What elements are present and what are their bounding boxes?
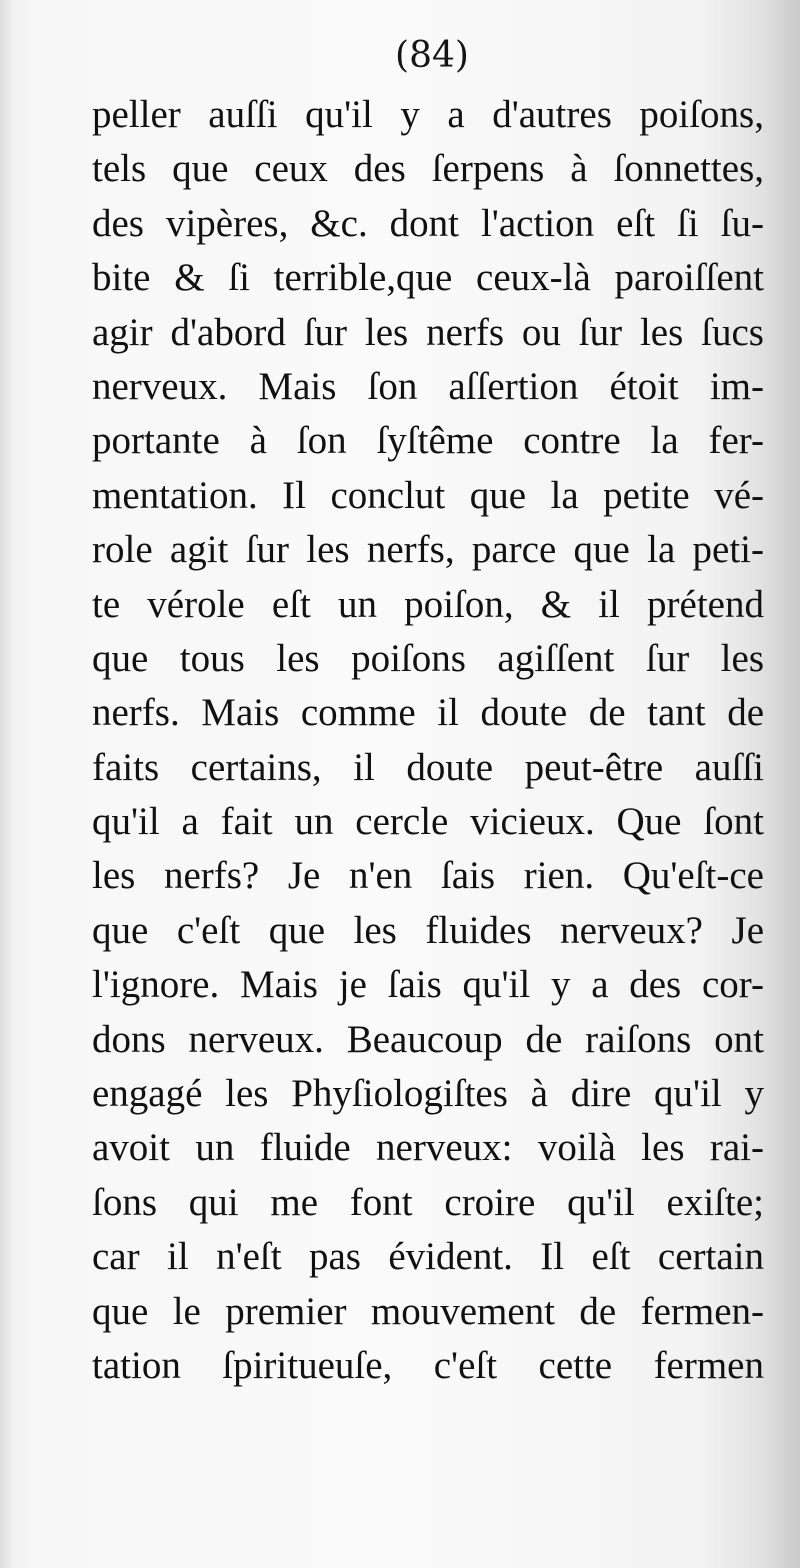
text-line-6: nerveux. Mais ſon aſſertion étoit im- (92, 364, 764, 408)
text-line-23: que le premier mouvement de fermen- (92, 1289, 764, 1333)
text-line-22: car il n'eſt pas évident. Il eſt certain (92, 1235, 764, 1279)
text-line-18: dons nerveux. Beaucoup de raiſons ont (92, 1017, 764, 1061)
text-line-9: role agit ſur les nerfs, parce que la peti- (92, 528, 764, 572)
text-line-14: qu'il a fait un cercle vicieux. Que ſont (92, 800, 764, 844)
text-line-1: peller auſſi qu'il y a d'autres poiſons, (92, 93, 764, 136)
text-line-17: l'ignore. Mais je ſais qu'il y a des cor- (92, 963, 764, 1007)
body-text (92, 88, 764, 1393)
text-line-11: que tous les poiſons agiſſent ſur les (92, 636, 764, 680)
text-line-2: tels que ceux des ſerpens à ſonnettes, (92, 147, 764, 191)
text-line-4: bite & ſi terrible,que ceux-là paroiſſent (92, 256, 764, 300)
text-line-15: les nerfs? Je n'en ſais rien. Qu'eſt-ce (92, 854, 764, 898)
text-line-19: engagé les Phyſiologiſtes à dire qu'il y (92, 1072, 764, 1116)
text-line-7: portante à ſon ſyſtême contre la fer- (92, 419, 764, 463)
text-line-16: que c'eſt que les fluides nerveux? Je (92, 908, 764, 952)
text-line-5: agir d'abord ſur les nerfs ou ſur les ſucs (92, 310, 764, 354)
text-line-10: te vérole eſt un poiſon, & il prétend (92, 582, 764, 626)
text-line-24: tation ſpiritueuſe, c'eſt cette fermen (92, 1343, 764, 1387)
text-line-13: faits certains, il doute peut-être auſſi (92, 745, 764, 789)
text-line-12: nerfs. Mais comme il doute de tant de (92, 691, 764, 735)
text-line-20: avoit un fluide nerveux: voilà les rai- (92, 1126, 764, 1170)
text-line-3: des vipères, &c. dont l'action eſt ſi ſu- (92, 201, 764, 245)
text-line-21: ſons qui me font croire qu'il exiſte; (92, 1180, 764, 1224)
page-number: (84) (395, 35, 469, 76)
text-line-8: mentation. Il conclut que la petite vé- (92, 473, 764, 517)
